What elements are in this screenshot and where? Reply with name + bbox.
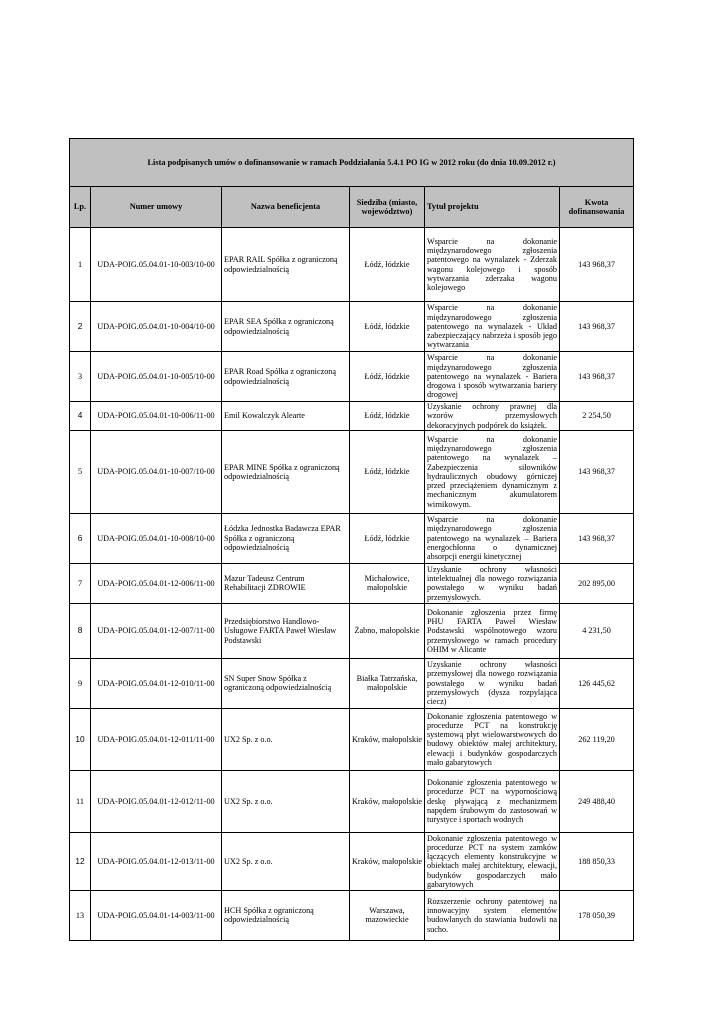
row-tytul-projektu: Rozszerzenie ochrony patentowej na innowacyjny system elementów budowlanych do stawiania budowli na sucho. <box>425 890 560 940</box>
row-numer-umowy: UDA-POIG.05.04.01-14-003/11-00 <box>91 890 222 940</box>
row-nazwa-beneficjenta: Emil Kowalczyk Alearte <box>222 402 350 431</box>
row-numer-umowy: UDA-POIG.05.04.01-10-006/11-00 <box>91 402 222 431</box>
row-kwota: 143 968,37 <box>560 513 634 563</box>
table-row <box>70 302 634 352</box>
row-lp: 3 <box>70 352 91 402</box>
row-numer-umowy: UDA-POIG.05.04.01-12-010/11-00 <box>91 658 222 708</box>
row-numer-umowy: UDA-POIG.05.04.01-12-013/11-00 <box>91 832 222 890</box>
row-tytul-projektu: Dokonanie zgłoszenia przez firmę PHU FARTA Paweł Wiesław Podstawski wspólnotowego wzoru przemysłowego w ramach procedury OHIM w Alicante <box>425 603 560 658</box>
row-numer-umowy: UDA-POIG.05.04.01-12-012/11-00 <box>91 770 222 832</box>
table-row <box>70 890 634 940</box>
row-kwota: 188 850,33 <box>560 832 634 890</box>
row-lp: 6 <box>70 513 91 563</box>
table-row <box>70 832 634 890</box>
row-siedziba: Białka Tatrzańska, małopolskie <box>350 658 425 708</box>
header-siedziba: Siedziba (miasto, województwo) <box>350 187 425 228</box>
row-nazwa-beneficjenta: HCH Spółka z ograniczoną odpowiedzialnością <box>222 890 350 940</box>
row-siedziba: Warszawa, mazowieckie <box>350 890 425 940</box>
row-lp: 4 <box>70 402 91 431</box>
row-nazwa-beneficjenta: Łódzka Jednostka Badawcza EPAR Spółka z ograniczoną odpowiedzialnością <box>222 513 350 563</box>
row-nazwa-beneficjenta: EPAR Road Spółka z ograniczoną odpowiedzialnością <box>222 352 350 402</box>
row-numer-umowy: UDA-POIG.05.04.01-10-005/10-00 <box>91 352 222 402</box>
header-kwota: Kwota dofinansowania <box>560 187 634 228</box>
row-nazwa-beneficjenta: Przedsiębiorstwo Handlowo-Usługowe FARTA Paweł Wiesław Podstawski <box>222 603 350 658</box>
table-row <box>70 513 634 563</box>
row-numer-umowy: UDA-POIG.05.04.01-10-007/10-00 <box>91 430 222 513</box>
table-title: Lista podpisanych umów o dofinansowanie w ramach Poddziałania 5.4.1 PO IG w 2012 roku (do dnia 10.09.2012 r.) <box>70 139 634 187</box>
row-kwota: 249 488,40 <box>560 770 634 832</box>
header-numer-umowy: Numer umowy <box>91 187 222 228</box>
row-lp: 1 <box>70 228 91 302</box>
row-lp: 9 <box>70 658 91 708</box>
row-nazwa-beneficjenta: UX2 Sp. z o.o. <box>222 832 350 890</box>
header-nazwa-beneficjenta: Nazwa beneficjenta <box>222 187 350 228</box>
row-siedziba: Łódź, łódzkie <box>350 352 425 402</box>
row-lp: 10 <box>70 708 91 770</box>
contracts-table <box>69 138 634 941</box>
header-tytul-projektu: Tytuł projektu <box>425 187 560 228</box>
row-tytul-projektu: Wsparcie na dokonanie międzynarodowego zgłoszenia patentowego na wynalazek - Układ zabezpieczający nabrzeża i sposób jego wytwarzania <box>425 302 560 352</box>
row-tytul-projektu: Wsparcie na dokonanie międzynarodowego zgłoszenia patentowego na wynalazek - Bariera drogowa i sposób wytwarzania bariery drogowej <box>425 352 560 402</box>
row-siedziba: Michałowice, małopolskie <box>350 563 425 603</box>
row-siedziba: Kraków, małopolskie <box>350 832 425 890</box>
row-siedziba: Kraków, małopolskie <box>350 770 425 832</box>
row-tytul-projektu: Dokonanie zgłoszenia patentowego w procedurze PCT na wypornościową deskę pływającą z mechanizmem napędem śrubowym do zastosowań w turystyce i sportach wodnych <box>425 770 560 832</box>
row-kwota: 143 968,37 <box>560 352 634 402</box>
row-tytul-projektu: Dokonanie zgłoszenia patentowego w procedurze PCT na system zamków łączących elementy konstrukcyjne w obiektach małej architektury, elewacji, budynków gospodarczych mało gabarytowych <box>425 832 560 890</box>
row-siedziba: Łódź, łódzkie <box>350 302 425 352</box>
row-lp: 12 <box>70 832 91 890</box>
row-kwota: 2 254,50 <box>560 402 634 431</box>
row-kwota: 4 231,50 <box>560 603 634 658</box>
header-lp: Lp. <box>70 187 91 228</box>
row-nazwa-beneficjenta: EPAR RAIL Spółka z ograniczoną odpowiedzialnością <box>222 228 350 302</box>
row-siedziba: Łódź, łódzkie <box>350 228 425 302</box>
row-siedziba: Łódź, łódzkie <box>350 402 425 431</box>
row-kwota: 262 119,20 <box>560 708 634 770</box>
header-row <box>70 187 634 228</box>
row-kwota: 178 050,39 <box>560 890 634 940</box>
row-tytul-projektu: Wsparcie na dokonanie międzynarodowego zgłoszenia patentowego na wynalazek - Zderzak wagonu kolejowego i sposób wytwarzania zderzaka wagonu kolejowego <box>425 228 560 302</box>
row-tytul-projektu: Wsparcie na dokonanie międzynarodowego zgłoszenia patentowego na wynalazek – Bariera energochłonna o dynamicznej absorpcji energii kinetycznej <box>425 513 560 563</box>
row-numer-umowy: UDA-POIG.05.04.01-12-006/11-00 <box>91 563 222 603</box>
row-tytul-projektu: Uzyskanie ochrony prawnej dla wzorów przemysłowych dekoracyjnych podpórek do książek. <box>425 402 560 431</box>
row-nazwa-beneficjenta: UX2 Sp. z o.o. <box>222 770 350 832</box>
row-nazwa-beneficjenta: UX2 Sp. z o.o. <box>222 708 350 770</box>
row-kwota: 143 968,37 <box>560 228 634 302</box>
row-lp: 7 <box>70 563 91 603</box>
row-nazwa-beneficjenta: EPAR SEA Spółka z ograniczoną odpowiedzialnością <box>222 302 350 352</box>
row-siedziba: Kraków, małopolskie <box>350 708 425 770</box>
row-numer-umowy: UDA-POIG.05.04.01-12-011/11-00 <box>91 708 222 770</box>
row-lp: 11 <box>70 770 91 832</box>
row-kwota: 143 968,37 <box>560 302 634 352</box>
table-row <box>70 228 634 302</box>
row-kwota: 202 895,00 <box>560 563 634 603</box>
table-row <box>70 603 634 658</box>
table-row <box>70 430 634 513</box>
row-siedziba: Łódź, łódzkie <box>350 430 425 513</box>
row-siedziba: Żabno, małopolskie <box>350 603 425 658</box>
table-row <box>70 352 634 402</box>
row-nazwa-beneficjenta: SN Super Snow Spółka z ograniczoną odpowiedzialnością <box>222 658 350 708</box>
row-tytul-projektu: Uzyskanie ochrony własności przemysłowej dla nowego rozwiązania powstałego w wyniku badań przemysłowych (dysza rozpylająca ciecz) <box>425 658 560 708</box>
row-numer-umowy: UDA-POIG.05.04.01-10-003/10-00 <box>91 228 222 302</box>
row-lp: 2 <box>70 302 91 352</box>
table-row <box>70 708 634 770</box>
row-numer-umowy: UDA-POIG.05.04.01-10-004/10-00 <box>91 302 222 352</box>
row-siedziba: Łódź, łódzkie <box>350 513 425 563</box>
table-row <box>70 563 634 603</box>
row-kwota: 143 968,37 <box>560 430 634 513</box>
row-numer-umowy: UDA-POIG.05.04.01-10-008/10-00 <box>91 513 222 563</box>
row-nazwa-beneficjenta: EPAR MINE Spółka z ograniczoną odpowiedzialnością <box>222 430 350 513</box>
row-numer-umowy: UDA-POIG.05.04.01-12-007/11-00 <box>91 603 222 658</box>
table-row <box>70 770 634 832</box>
row-kwota: 126 445,62 <box>560 658 634 708</box>
row-tytul-projektu: Dokonanie zgłoszenia patentowego w procedurze PCT na konstrukcję systemową płyt wielowarstwowych do budowy obiektów małej architektury, elewacji i budynków gospodarczych mało gabarytowych <box>425 708 560 770</box>
title-row <box>70 139 634 187</box>
row-tytul-projektu: Uzyskanie ochrony własności intelektualnej dla nowego rozwiązania powstałego w wyniku badań przemysłowych. <box>425 563 560 603</box>
row-nazwa-beneficjenta: Mazur Tadeusz Centrum Rehabilitacji ZDROWIE <box>222 563 350 603</box>
table-row <box>70 402 634 431</box>
row-lp: 13 <box>70 890 91 940</box>
row-lp: 8 <box>70 603 91 658</box>
row-tytul-projektu: Wsparcie na dokonanie międzynarodowego zgłoszenia patentowego na wynalazek – Zabezpieczenia siłowników hydraulicznych obudowy górniczej przed przeciążeniem dynamicznym z mechanicznym akumulatorem wirnikowym. <box>425 430 560 513</box>
table-row <box>70 658 634 708</box>
row-lp: 5 <box>70 430 91 513</box>
